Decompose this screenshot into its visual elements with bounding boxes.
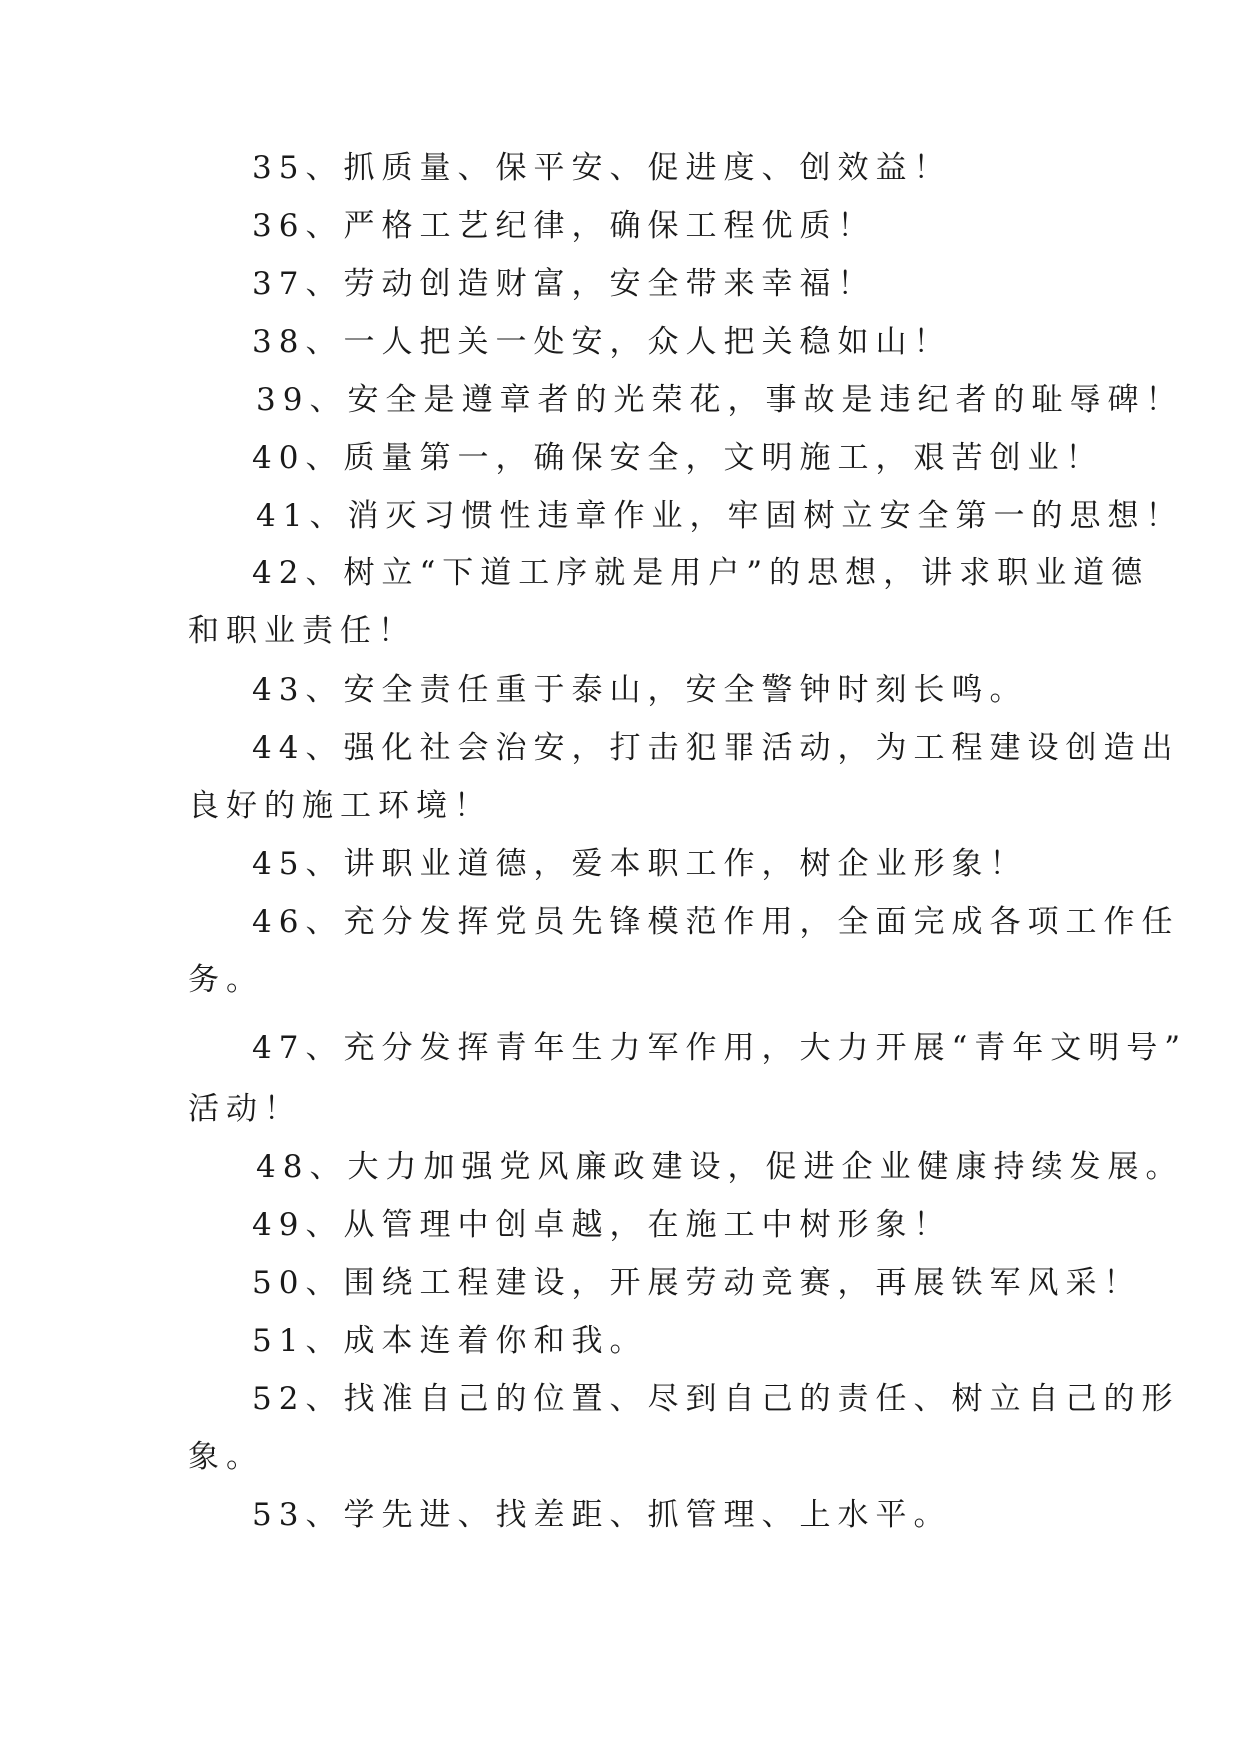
slogan-41: 41、消灭习惯性违章作业，牢固树立安全第一的思想！ xyxy=(256,498,1184,534)
slogan-52-cont: 象。 xyxy=(188,1439,264,1475)
slogan-39: 39、安全是遵章者的光荣花，事故是违纪者的耻辱碑！ xyxy=(256,382,1184,418)
slogan-53: 53、学先进、找差距、抓管理、上水平。 xyxy=(252,1497,952,1533)
slogan-40: 40、质量第一，确保安全，文明施工，艰苦创业！ xyxy=(252,440,1104,476)
slogan-37: 37、劳动创造财富，安全带来幸福！ xyxy=(252,266,876,302)
slogan-38: 38、一人把关一处安，众人把关稳如山！ xyxy=(252,324,952,360)
slogan-42-cont: 和职业责任！ xyxy=(188,613,416,649)
slogan-35: 35、抓质量、保平安、促进度、创效益！ xyxy=(252,150,952,186)
slogan-47-cont: 活动！ xyxy=(188,1091,302,1127)
slogan-52: 52、找准自己的位置、尽到自己的责任、树立自己的形 xyxy=(252,1381,1180,1417)
slogan-36: 36、严格工艺纪律，确保工程优质！ xyxy=(252,208,876,244)
slogan-51: 51、成本连着你和我。 xyxy=(252,1323,648,1359)
slogan-46-cont: 务。 xyxy=(188,962,264,998)
slogan-46: 46、充分发挥党员先锋模范作用，全面完成各项工作任 xyxy=(252,904,1180,940)
slogan-43: 43、安全责任重于泰山，安全警钟时刻长鸣。 xyxy=(252,672,1028,708)
slogan-44: 44、强化社会治安，打击犯罪活动，为工程建设创造出 xyxy=(252,730,1180,766)
slogan-50: 50、围绕工程建设，开展劳动竞赛，再展铁军风采！ xyxy=(252,1265,1142,1301)
slogan-42: 42、树立“下道工序就是用户”的思想，讲求职业道德 xyxy=(252,555,1150,591)
slogan-47: 47、充分发挥青年生力军作用，大力开展“青年文明号” xyxy=(252,1030,1188,1066)
slogan-49: 49、从管理中创卓越，在施工中树形象！ xyxy=(252,1207,952,1243)
slogan-45: 45、讲职业道德，爱本职工作，树企业形象！ xyxy=(252,846,1028,882)
slogan-48: 48、大力加强党风廉政建设，促进企业健康持续发展。 xyxy=(256,1149,1184,1185)
slogan-44-cont: 良好的施工环境！ xyxy=(188,788,492,824)
